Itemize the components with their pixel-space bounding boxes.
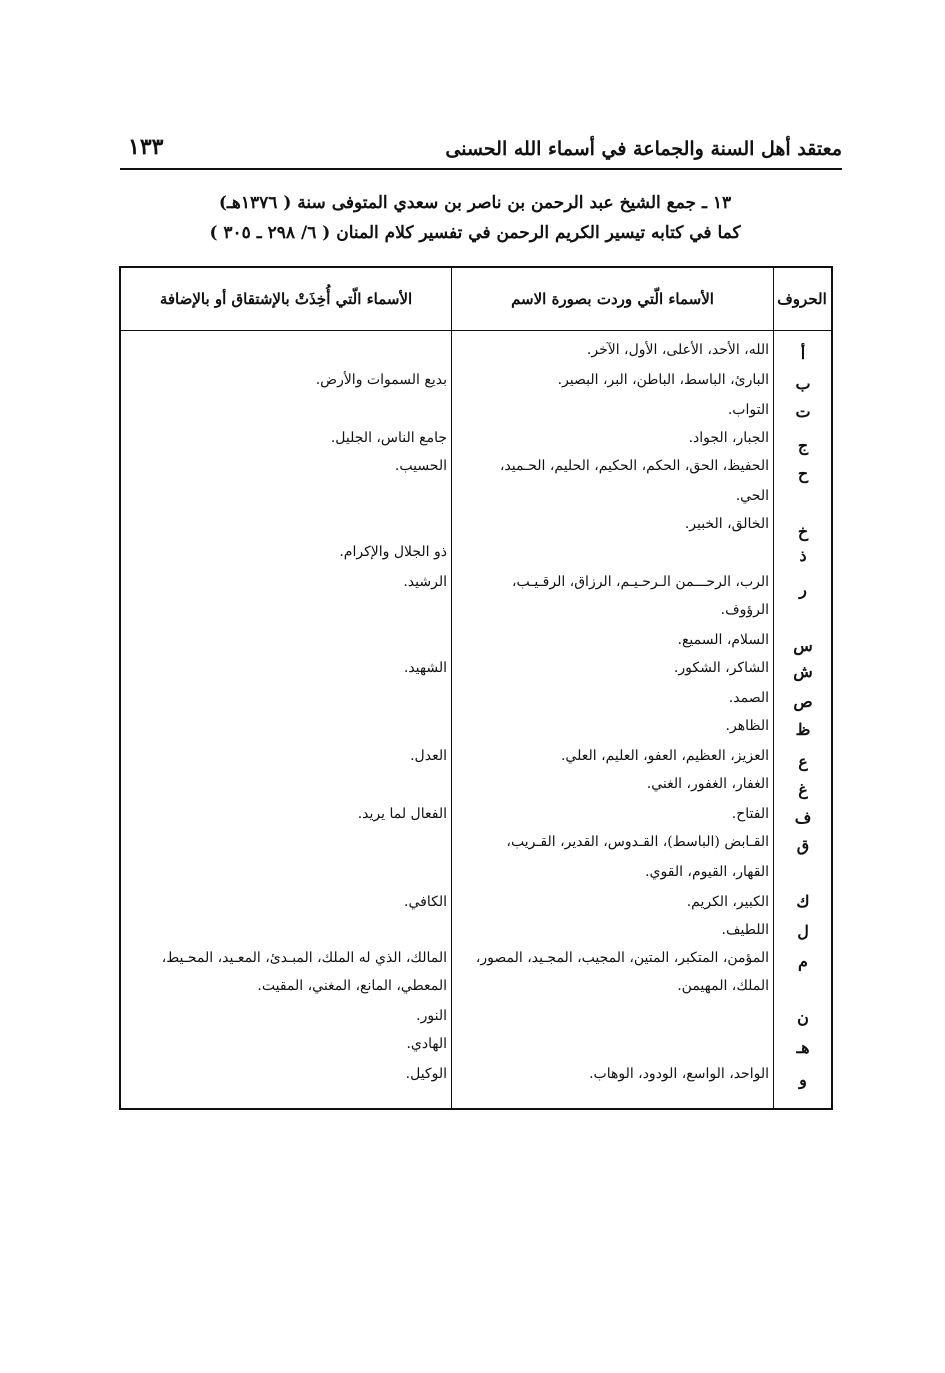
name-exact-row: البارئ، الباسط، الباطن، البر، البصير. [557,372,769,388]
name-exact-row: الفتاح. [731,806,769,822]
name-exact-row: الكبير، الكريم. [686,894,769,910]
name-exact-row: السلام، السميع. [677,632,769,648]
name-derived-row: العدل. [410,748,447,764]
name-exact-row: اللطيف. [721,922,769,938]
name-derived-row: المالك، الذي له الملك، المبـدئ، المعـيد، المحـيط، [161,950,447,966]
name-exact-row: القهار، القيوم، القوي. [645,864,769,880]
running-title: معتقد أهل السنة والجماعة في أسماء الله الحسنى [445,138,842,160]
page-header [120,128,842,168]
header-names-exact: الأسماء الّتي وردت بصورة الاسم [511,290,714,308]
name-exact-row: الحفيظ، الحق، الحكم، الحكيم، الحليم، الحـميد، [499,458,769,474]
letter-cell: ف [794,808,812,827]
name-derived-row: الرشيد. [403,574,447,590]
letter-cell: ظ [795,720,811,739]
name-derived-row: بديع السموات والأرض. [315,372,447,388]
letter-cell: أ [800,344,806,363]
letter-cell: ح [797,464,809,483]
section-title [150,188,800,248]
letter-cell: ر [799,580,807,599]
letter-cell: ب [795,374,811,393]
name-derived-row: الوكيل. [405,1066,447,1082]
name-derived-row: ذو الجلال والإكرام. [339,544,447,560]
letter-cell: ج [797,436,809,455]
letter-cell: ت [795,402,811,421]
column-divider [451,268,452,1108]
name-exact-row: الله، الأحد، الأعلى، الأول، الآخر. [586,342,769,358]
name-exact-row: الظاهر. [725,718,769,734]
section-title-line-1: ١٣ ـ جمع الشيخ عبد الرحمن بن ناصر بن سعدي المتوفى سنة ( ١٣٧٦هـ) [218,193,732,213]
letter-cell: س [793,636,813,655]
name-exact-row: الحي. [735,488,769,504]
page-number: ١٣٣ [128,134,164,160]
letter-cell: ق [796,836,810,855]
name-exact-row: المؤمن، المتكبر، المتين، المجيب، المجـيد، المصور، [475,950,769,966]
letter-cell: هـ [796,1038,810,1057]
name-derived-row: الفعال لما يريد. [357,806,447,822]
column-divider [773,268,774,1108]
letter-cell: خ [797,522,809,541]
letter-cell: غ [798,780,808,799]
name-exact-row: الرؤوف. [720,602,769,618]
header-names-derived: الأسماء الّتي أُخِذَتْ بالإشتقاق أو بالإضافة [159,290,413,308]
letter-cell: ذ [799,546,807,565]
header-rule [120,168,842,170]
name-derived-row: الهادي. [406,1036,447,1052]
letter-cell: ك [796,892,810,911]
name-exact-row: التواب. [727,402,769,418]
header-letters: الحروف [777,290,827,308]
section-title-line-2: كما في كتابه تيسير الكريم الرحمن في تفسير كلام المنان ( ٦/ ٢٩٨ ـ ٣٠٥ ) [209,223,741,243]
name-exact-row: الصمد. [728,690,769,706]
name-exact-row: الخالق، الخبير. [684,516,769,532]
name-exact-row: الشاكر، الشكور. [673,660,769,676]
letter-cell: و [799,1070,807,1089]
name-derived-row: الكافي. [404,894,447,910]
name-exact-row: الواحد، الواسع، الودود، الوهاب. [589,1066,769,1082]
name-derived-row: النور. [416,1008,447,1024]
letter-cell: ص [793,692,813,711]
name-derived-row: جامع الناس، الجليل. [330,430,447,446]
name-exact-row: الملك، المهيمن. [677,978,769,994]
letter-cell: ع [798,752,808,771]
names-table [119,266,833,1110]
name-exact-row: الرب، الرحـــمن الـرحـيـم، الرزاق، الرقـيـب، [511,574,769,590]
name-exact-row: العزيز، العظيم، العفو، العليم، العلي. [560,748,769,764]
letter-cell: ش [793,662,813,681]
letter-cell: ن [797,1008,809,1027]
name-exact-row: القـابض (الباسط)، القـدوس، القدير، القـريب، [506,834,769,850]
name-exact-row: الغفار، الغفور، الغني. [646,776,769,792]
name-derived-row: المعطي، المانع، المغني، المقيت. [257,978,447,994]
name-exact-row: الجبار، الجواد. [688,430,769,446]
letter-cell: م [798,952,808,971]
name-derived-row: الشهيد. [403,660,447,676]
name-derived-row: الحسيب. [394,458,447,474]
header-divider [121,330,831,331]
letter-cell: ل [797,922,809,941]
